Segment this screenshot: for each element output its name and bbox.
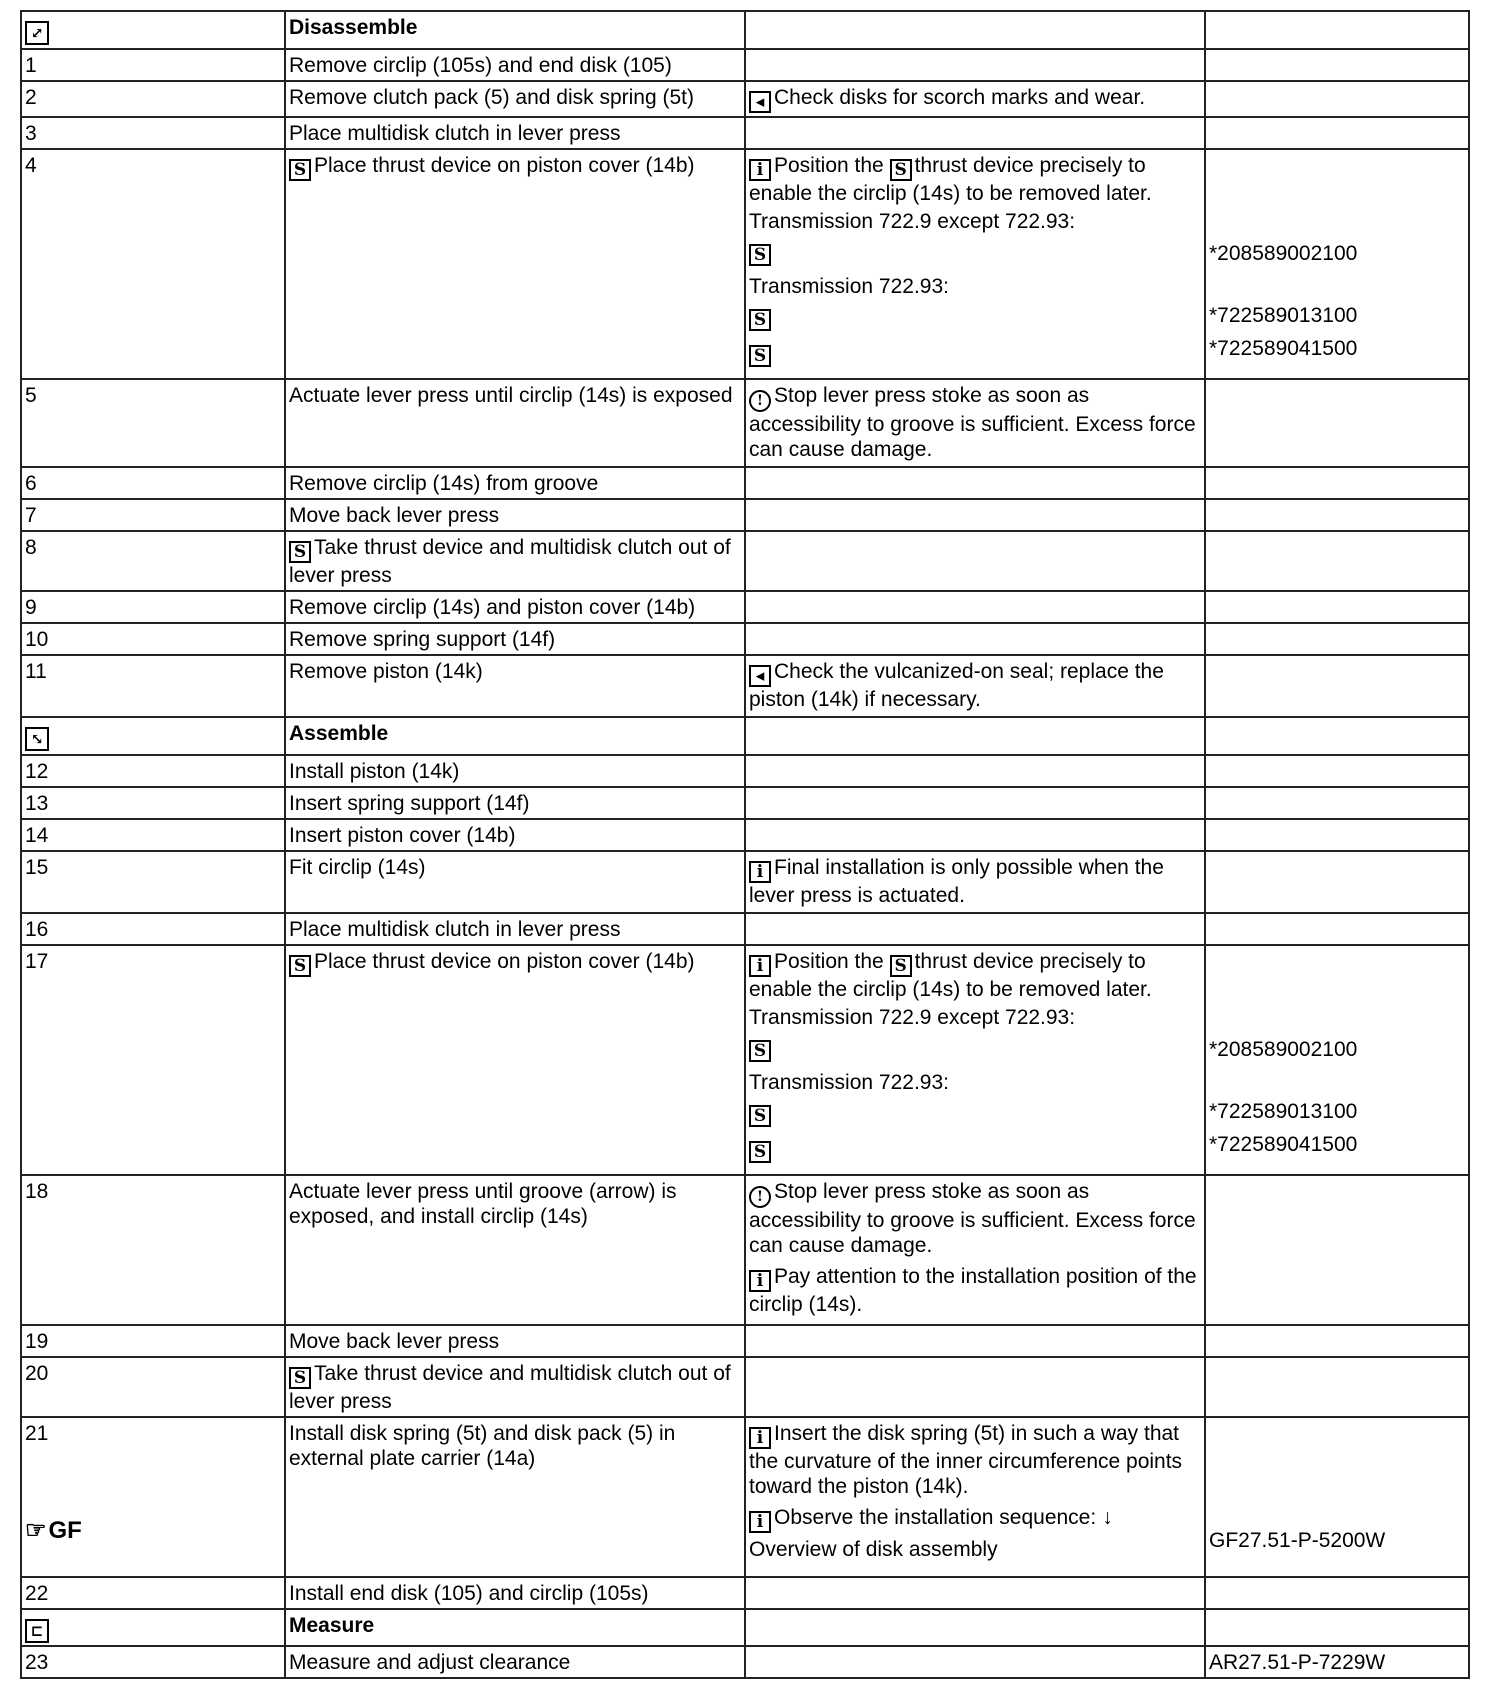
step-number: 13 — [21, 787, 285, 819]
procedure-sheet — [20, 10, 1470, 1679]
note-text: Check the vulcanized-on seal; replace the piston (14k) if necessary. — [749, 660, 1164, 711]
table-row — [21, 1646, 1469, 1678]
special-tool-icon: S — [289, 541, 311, 563]
measure-icon: ⊏ — [25, 1619, 49, 1643]
note-text: Position the — [774, 154, 884, 177]
info-icon: i — [749, 159, 771, 181]
step-note — [745, 379, 1205, 467]
table-row — [21, 755, 1469, 787]
transmission-label: Transmission 722.93: — [749, 1071, 949, 1094]
step-task: Remove circlip (14s) and piston cover (14b) — [285, 591, 745, 623]
step-number: 2 — [21, 81, 285, 117]
table-row — [21, 655, 1469, 717]
step-task: Remove piston (14k) — [285, 655, 745, 717]
procedure-table — [20, 10, 1470, 1679]
step-number: 23 — [21, 1646, 285, 1678]
step-task — [285, 945, 745, 1175]
step-note — [745, 1417, 1205, 1577]
special-tool-icon: S — [890, 159, 912, 181]
step-number: 14 — [21, 819, 285, 851]
reference-link[interactable] — [25, 1517, 82, 1544]
note-text: Final installation is only possible when the lever press is actuated. — [749, 856, 1164, 907]
assemble-icon: ⤡ — [25, 727, 49, 751]
table-row — [21, 117, 1469, 149]
step-task: Install piston (14k) — [285, 755, 745, 787]
check-icon: ◂ — [749, 665, 771, 687]
overview-link[interactable]: Overview of disk assembly — [749, 1538, 998, 1561]
section-icon-cell — [21, 1609, 285, 1646]
table-row — [21, 379, 1469, 467]
step-number: 6 — [21, 467, 285, 499]
table-row — [21, 1325, 1469, 1357]
section-row-disassemble — [21, 11, 1469, 49]
special-tool-icon: S — [749, 1040, 771, 1062]
document-reference[interactable]: GF27.51-P-5200W — [1209, 1529, 1386, 1552]
table-row — [21, 499, 1469, 531]
task-text: Place thrust device on piston cover (14b) — [314, 950, 695, 973]
step-number: 9 — [21, 591, 285, 623]
step-task: Install end disk (105) and circlip (105s) — [285, 1577, 745, 1609]
task-text: Place thrust device on piston cover (14b) — [314, 154, 695, 177]
step-task — [285, 1357, 745, 1417]
arrow-down-icon: ↓ — [1102, 1506, 1113, 1529]
step-reference — [1205, 1417, 1469, 1577]
step-task: Fit circlip (14s) — [285, 851, 745, 913]
step-note — [745, 655, 1205, 717]
special-tool-icon: S — [749, 309, 771, 331]
reference-hand-icon: ☞ — [25, 1517, 47, 1544]
tool-number: *208589002100 — [1209, 1038, 1358, 1061]
tool-number: *722589041500 — [1209, 1133, 1358, 1156]
table-row — [21, 787, 1469, 819]
step-number: 8 — [21, 531, 285, 591]
special-tool-icon: S — [289, 955, 311, 977]
step-number: 20 — [21, 1357, 285, 1417]
table-row — [21, 945, 1469, 1175]
table-row — [21, 1175, 1469, 1325]
step-number: 21 — [25, 1422, 49, 1445]
step-note — [745, 149, 1205, 379]
section-icon-cell — [21, 717, 285, 755]
table-row — [21, 81, 1469, 117]
step-number: 22 — [21, 1577, 285, 1609]
table-row — [21, 531, 1469, 591]
info-icon: i — [749, 861, 771, 883]
step-task: Remove circlip (14s) from groove — [285, 467, 745, 499]
caution-icon: ! — [749, 390, 771, 412]
table-row — [21, 149, 1469, 379]
step-task: Install disk spring (5t) and disk pack (5) in external plate carrier (14a) — [285, 1417, 745, 1577]
info-icon: i — [749, 1270, 771, 1292]
table-row — [21, 1417, 1469, 1577]
step-number: 19 — [21, 1325, 285, 1357]
section-icon-cell — [21, 11, 285, 49]
step-task — [285, 149, 745, 379]
check-icon: ◂ — [749, 91, 771, 113]
step-task: Place multidisk clutch in lever press — [285, 913, 745, 945]
special-tool-icon: S — [749, 244, 771, 266]
step-number: 4 — [21, 149, 285, 379]
step-note — [745, 851, 1205, 913]
step-task: Move back lever press — [285, 1325, 745, 1357]
step-note — [745, 945, 1205, 1175]
note-text: thrust device precisely to enable the circlip (14s) to be removed later. — [749, 154, 1152, 205]
step-task: Remove circlip (105s) and end disk (105) — [285, 49, 745, 81]
transmission-label: Transmission 722.9 except 722.93: — [749, 210, 1076, 233]
transmission-label: Transmission 722.9 except 722.93: — [749, 1006, 1076, 1029]
step-number: 1 — [21, 49, 285, 81]
step-task: Insert piston cover (14b) — [285, 819, 745, 851]
step-task: Move back lever press — [285, 499, 745, 531]
step-note — [745, 1175, 1205, 1325]
table-row — [21, 49, 1469, 81]
task-text: Take thrust device and multidisk clutch out of lever press — [289, 1362, 731, 1413]
section-row-assemble — [21, 717, 1469, 755]
table-row — [21, 819, 1469, 851]
step-note — [745, 81, 1205, 117]
table-row — [21, 1357, 1469, 1417]
step-number: 17 — [21, 945, 285, 1175]
note-text: Check disks for scorch marks and wear. — [774, 86, 1146, 109]
step-reference — [1205, 945, 1469, 1175]
special-tool-icon: S — [749, 1141, 771, 1163]
section-title: Disassemble — [285, 11, 745, 49]
special-tool-icon: S — [289, 1367, 311, 1389]
disassemble-icon: ⤢ — [25, 21, 49, 45]
table-row — [21, 1577, 1469, 1609]
step-task: Measure and adjust clearance — [285, 1646, 745, 1678]
step-number: 5 — [21, 379, 285, 467]
step-task: Insert spring support (14f) — [285, 787, 745, 819]
info-icon: i — [749, 1511, 771, 1533]
step-reference — [1205, 149, 1469, 379]
step-task: Remove clutch pack (5) and disk spring (5t) — [285, 81, 745, 117]
table-row — [21, 467, 1469, 499]
note-text: Insert the disk spring (5t) in such a way that the curvature of the inner circumference points toward the piston (14k). — [749, 1422, 1183, 1498]
table-row — [21, 623, 1469, 655]
step-task: Remove spring support (14f) — [285, 623, 745, 655]
tool-number: *208589002100 — [1209, 242, 1358, 265]
table-row — [21, 913, 1469, 945]
section-row-measure — [21, 1609, 1469, 1646]
note-text: Pay attention to the installation position of the circlip (14s). — [749, 1265, 1197, 1316]
step-task: Actuate lever press until groove (arrow) is exposed, and install circlip (14s) — [285, 1175, 745, 1325]
document-reference[interactable]: AR27.51-P-7229W — [1205, 1646, 1469, 1678]
transmission-label: Transmission 722.93: — [749, 275, 949, 298]
special-tool-icon: S — [890, 955, 912, 977]
special-tool-icon: S — [749, 345, 771, 367]
section-title: Measure — [285, 1609, 745, 1646]
info-icon: i — [749, 1427, 771, 1449]
caution-icon: ! — [749, 1186, 771, 1208]
section-title: Assemble — [285, 717, 745, 755]
step-task: Actuate lever press until circlip (14s) is exposed — [285, 379, 745, 467]
note-text: Stop lever press stoke as soon as accessibility to groove is sufficient. Excess force can cause damage. — [749, 1180, 1196, 1257]
step-number-cell — [21, 1417, 285, 1577]
step-task — [285, 531, 745, 591]
special-tool-icon: S — [749, 1105, 771, 1127]
table-row — [21, 591, 1469, 623]
gf-label: GF — [48, 1517, 82, 1544]
note-text: Stop lever press stoke as soon as accessibility to groove is sufficient. Excess force can cause damage. — [749, 384, 1196, 461]
note-text: Position the — [774, 950, 884, 973]
tool-number: *722589041500 — [1209, 337, 1358, 360]
tool-number: *722589013100 — [1209, 1100, 1358, 1123]
step-number: 16 — [21, 913, 285, 945]
note-text: Observe the installation sequence: — [774, 1506, 1097, 1529]
step-number: 15 — [21, 851, 285, 913]
special-tool-icon: S — [289, 159, 311, 181]
info-icon: i — [749, 955, 771, 977]
step-number: 7 — [21, 499, 285, 531]
table-row — [21, 851, 1469, 913]
step-number: 18 — [21, 1175, 285, 1325]
note-text: thrust device precisely to enable the circlip (14s) to be removed later. — [749, 950, 1152, 1001]
task-text: Take thrust device and multidisk clutch out of lever press — [289, 536, 731, 587]
tool-number: *722589013100 — [1209, 304, 1358, 327]
step-number: 11 — [21, 655, 285, 717]
step-number: 3 — [21, 117, 285, 149]
step-number: 12 — [21, 755, 285, 787]
step-task: Place multidisk clutch in lever press — [285, 117, 745, 149]
step-number: 10 — [21, 623, 285, 655]
